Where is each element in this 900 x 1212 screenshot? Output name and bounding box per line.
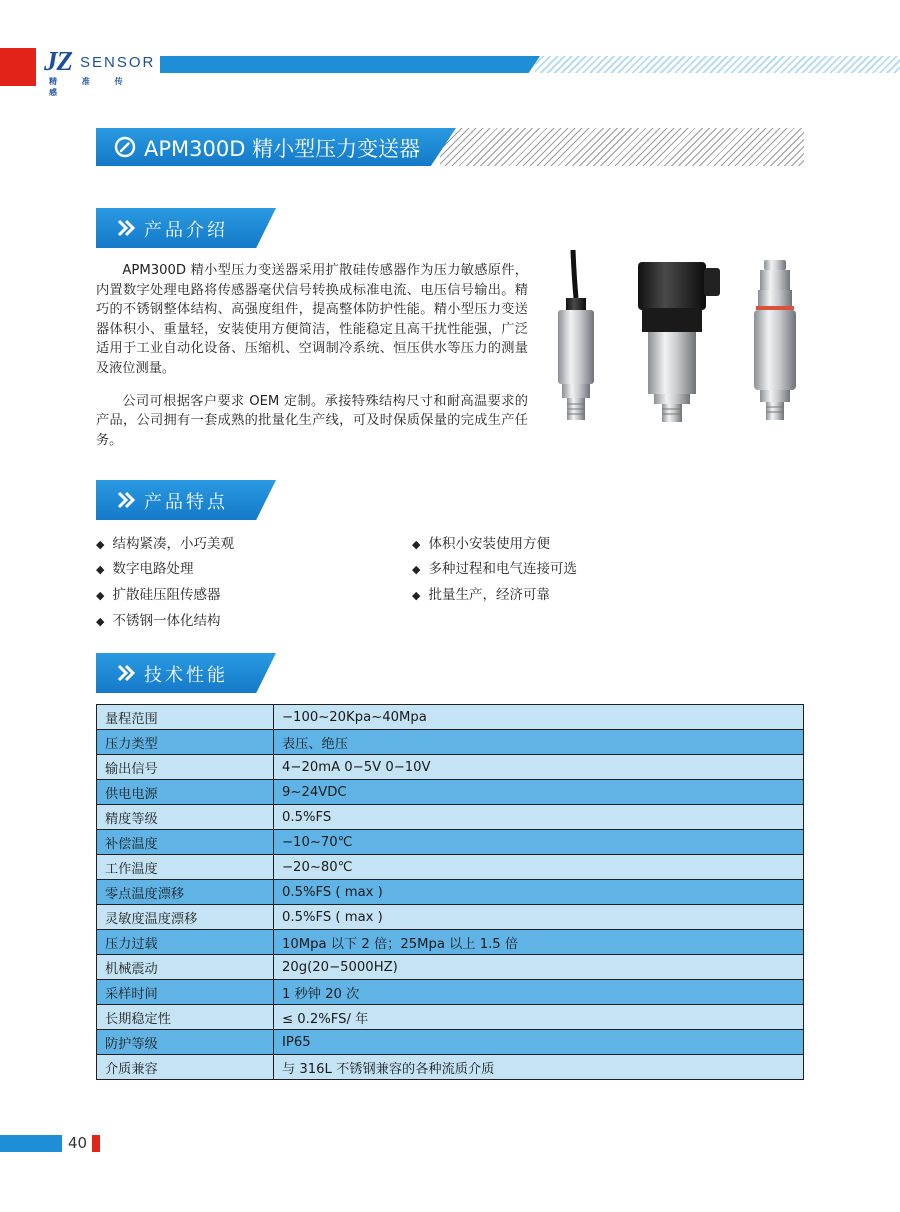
- table-row: [97, 855, 804, 880]
- page-title: APM300D 精小型压力变送器: [144, 137, 421, 161]
- logo-mark: JZ: [44, 46, 72, 76]
- footer-red-block: [92, 1135, 100, 1152]
- table-row: [97, 930, 804, 955]
- spec-value: −100~20Kpa~40Mpa: [274, 705, 804, 730]
- intro-text: [96, 261, 528, 463]
- spec-label: 输出信号: [97, 755, 274, 780]
- diamond-bullet-icon: ◆: [412, 538, 421, 551]
- spec-label: 介质兼容: [97, 1055, 274, 1080]
- spec-label: 精度等级: [97, 805, 274, 830]
- feature-item: ◆ 结构紧凑，小巧美观: [96, 536, 234, 552]
- spec-value: 0.5%FS: [274, 805, 804, 830]
- table-row: [97, 955, 804, 980]
- diamond-bullet-icon: ◆: [96, 615, 105, 628]
- feature-item: ◆ 体积小安装使用方便: [412, 536, 550, 552]
- spec-label: 压力类型: [97, 730, 274, 755]
- spec-label: 压力过载: [97, 930, 274, 955]
- feature-item: ◆ 数字电路处理: [96, 561, 194, 577]
- table-row: [97, 780, 804, 805]
- feature-item: ◆ 批量生产，经济可靠: [412, 587, 550, 603]
- table-row: [97, 1005, 804, 1030]
- table-row: [97, 730, 804, 755]
- diamond-bullet-icon: ◆: [96, 563, 105, 576]
- table-row: [97, 755, 804, 780]
- company-logo: [44, 46, 164, 97]
- double-chevron-icon: [116, 490, 136, 510]
- spec-value: 表压、绝压: [274, 730, 804, 755]
- feature-item: ◆ 多种过程和电气连接可选: [412, 561, 577, 577]
- spec-table: [96, 704, 804, 1080]
- spec-value: 10Mpa 以下 2 倍；25Mpa 以上 1.5 倍: [274, 930, 804, 955]
- diamond-bullet-icon: ◆: [96, 538, 105, 551]
- intro-paragraph-2: 公司可根据客户要求 OEM 定制。承接特殊结构尺寸和耐高温要求的产品，公司拥有一套成熟的批量化生产线，可及时保质保量的完成生产任务。: [96, 393, 528, 448]
- spec-label: 采样时间: [97, 980, 274, 1005]
- page-number: 40: [68, 1134, 88, 1152]
- header-blue-bar: [160, 56, 540, 73]
- sensor-aviation-type: [754, 260, 796, 420]
- spec-label: 供电电源: [97, 780, 274, 805]
- spec-value: 4−20mA 0−5V 0−10V: [274, 755, 804, 780]
- spec-label: 长期稳定性: [97, 1005, 274, 1030]
- logo-word: SENSOR: [80, 54, 156, 71]
- double-chevron-icon: [116, 663, 136, 683]
- section-title-features: 产品特点: [144, 492, 228, 513]
- spec-value: 与 316L 不锈钢兼容的各种流质介质: [274, 1055, 804, 1080]
- header-stripe-pattern: [535, 56, 900, 73]
- spec-value: −20~80℃: [274, 855, 804, 880]
- spec-label: 灵敏度温度漂移: [97, 905, 274, 930]
- table-row: [97, 805, 804, 830]
- spec-value: 1 秒钟 20 次: [274, 980, 804, 1005]
- section-title-specs: 技术性能: [144, 665, 228, 686]
- table-row: [97, 1055, 804, 1080]
- double-chevron-icon: [116, 218, 136, 238]
- section-title-intro: 产品介绍: [144, 220, 228, 241]
- spec-value: 20g(20−5000HZ): [274, 955, 804, 980]
- product-photo: [540, 246, 805, 428]
- header-red-block: [0, 48, 36, 86]
- spec-label: 防护等级: [97, 1030, 274, 1055]
- spec-label: 零点温度漂移: [97, 880, 274, 905]
- table-row: [97, 1030, 804, 1055]
- footer-blue-bar: [0, 1135, 62, 1152]
- table-row: [97, 830, 804, 855]
- feature-item: ◆ 不锈钢一体化结构: [96, 613, 221, 629]
- intro-paragraph-1: APM300D 精小型压力变送器采用扩散硅传感器作为压力敏感原件，内置数字处理电路将传感器毫伏信号转换成标准电流、电压信号输出。精巧的不锈钢整体结构、高强度组件，提高整体防护性能。精小型压力变送器体积小、重量轻，安装使用方便简洁，性能稳定且高干扰性能强，广泛适用于工业自动化设备、压缩机、空调制冷系统、恒压供水等压力的测量及液位测量。: [96, 263, 528, 376]
- spec-value: −10~70℃: [274, 830, 804, 855]
- spec-label: 工作温度: [97, 855, 274, 880]
- spec-value: IP65: [274, 1030, 804, 1055]
- spec-value: 9~24VDC: [274, 780, 804, 805]
- table-row: [97, 980, 804, 1005]
- table-row: [97, 880, 804, 905]
- spec-value: 0.5%FS ( max ): [274, 905, 804, 930]
- logo-chinese: 精 准 传 感: [49, 77, 134, 97]
- spec-label: 补偿温度: [97, 830, 274, 855]
- title-stripe-pattern: [440, 128, 804, 166]
- diamond-bullet-icon: ◆: [412, 589, 421, 602]
- spec-value: 0.5%FS ( max ): [274, 880, 804, 905]
- table-row: [97, 705, 804, 730]
- diamond-bullet-icon: ◆: [96, 589, 105, 602]
- feature-item: ◆ 扩散硅压阻传感器: [96, 587, 221, 603]
- gauge-icon: [114, 136, 136, 158]
- diamond-bullet-icon: ◆: [412, 563, 421, 576]
- spec-label: 机械震动: [97, 955, 274, 980]
- spec-value: ≤ 0.2%FS/ 年: [274, 1005, 804, 1030]
- table-row: [97, 905, 804, 930]
- spec-label: 量程范围: [97, 705, 274, 730]
